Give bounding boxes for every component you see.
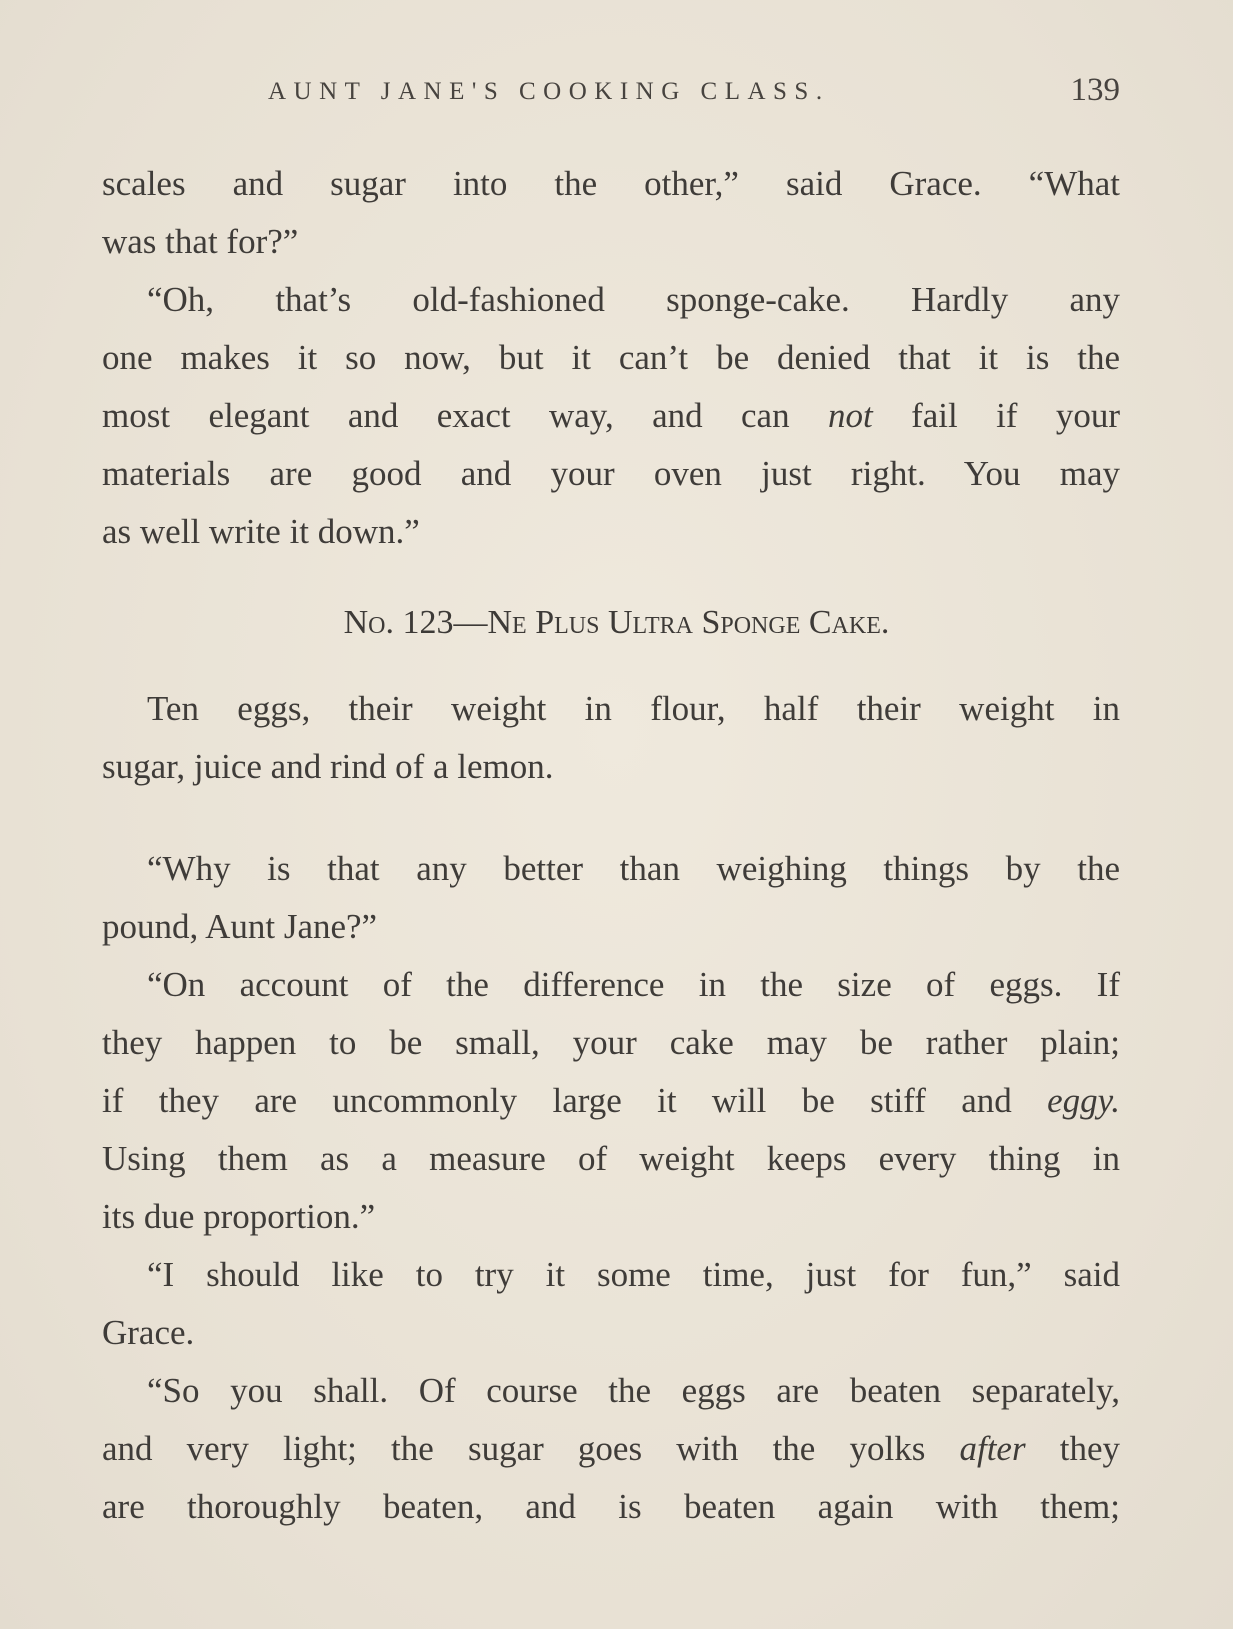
text-line: Using them as a measure of weight keeps every thing in [102,1139,1120,1178]
text-line-with-italic [102,1420,1120,1478]
text-line: was that for?” [102,222,299,261]
text-segment: fail if your [872,396,1120,435]
text-segment: if they are uncommonly large it will be stiff and [102,1081,1048,1120]
recipe-heading [0,604,1233,642]
text-line: Grace. [102,1313,195,1352]
dialogue-block-1 [102,155,1120,561]
text-line: pound, Aunt Jane?” [102,907,378,946]
running-title: AUNT JANE'S COOKING CLASS. [268,78,830,105]
text-line: “On account of the difference in the size of eggs. If [147,965,1120,1004]
text-segment: most elegant and exact way, and can [102,396,828,435]
text-line: “Oh, that’s old-fashioned sponge-cake. Hardly any [147,280,1120,319]
italic-word: after [959,1429,1026,1468]
text-line: as well write it down.” [102,512,420,551]
text-line: “Why is that any better than weighing things by the [147,849,1120,888]
page-number: 139 [1070,72,1120,108]
text-line: materials are good and your oven just right. You may [102,454,1120,493]
text-line: “I should like to try it some time, just for fun,” said [147,1255,1120,1294]
text-line-with-italic [102,1072,1120,1130]
recipe-heading-text: No. 123—Ne Plus Ultra Sponge Cake. [343,604,890,641]
text-line: one makes it so now, but it can’t be denied that it is the [102,338,1120,377]
text-line: sugar, juice and rind of a lemon. [102,747,554,786]
text-segment: and very light; the sugar goes with the yolks [102,1429,960,1468]
text-line: “So you shall. Of course the eggs are beaten separately, [147,1371,1120,1410]
italic-word: eggy. [1047,1081,1120,1120]
text-line: they happen to be small, your cake may be rather plain; [102,1023,1120,1062]
text-segment: they [1025,1429,1120,1468]
running-head [100,72,1120,112]
italic-word: not [827,396,873,435]
text-line: scales and sugar into the other,” said Grace. “What [102,164,1120,203]
text-line: its due proportion.” [102,1197,376,1236]
recipe-body [102,680,1120,796]
text-line-with-italic [102,387,1120,445]
text-line: are thoroughly beaten, and is beaten again with them; [102,1487,1120,1526]
dialogue-block-2 [102,840,1120,1536]
text-line: Ten eggs, their weight in flour, half their weight in [147,689,1120,728]
